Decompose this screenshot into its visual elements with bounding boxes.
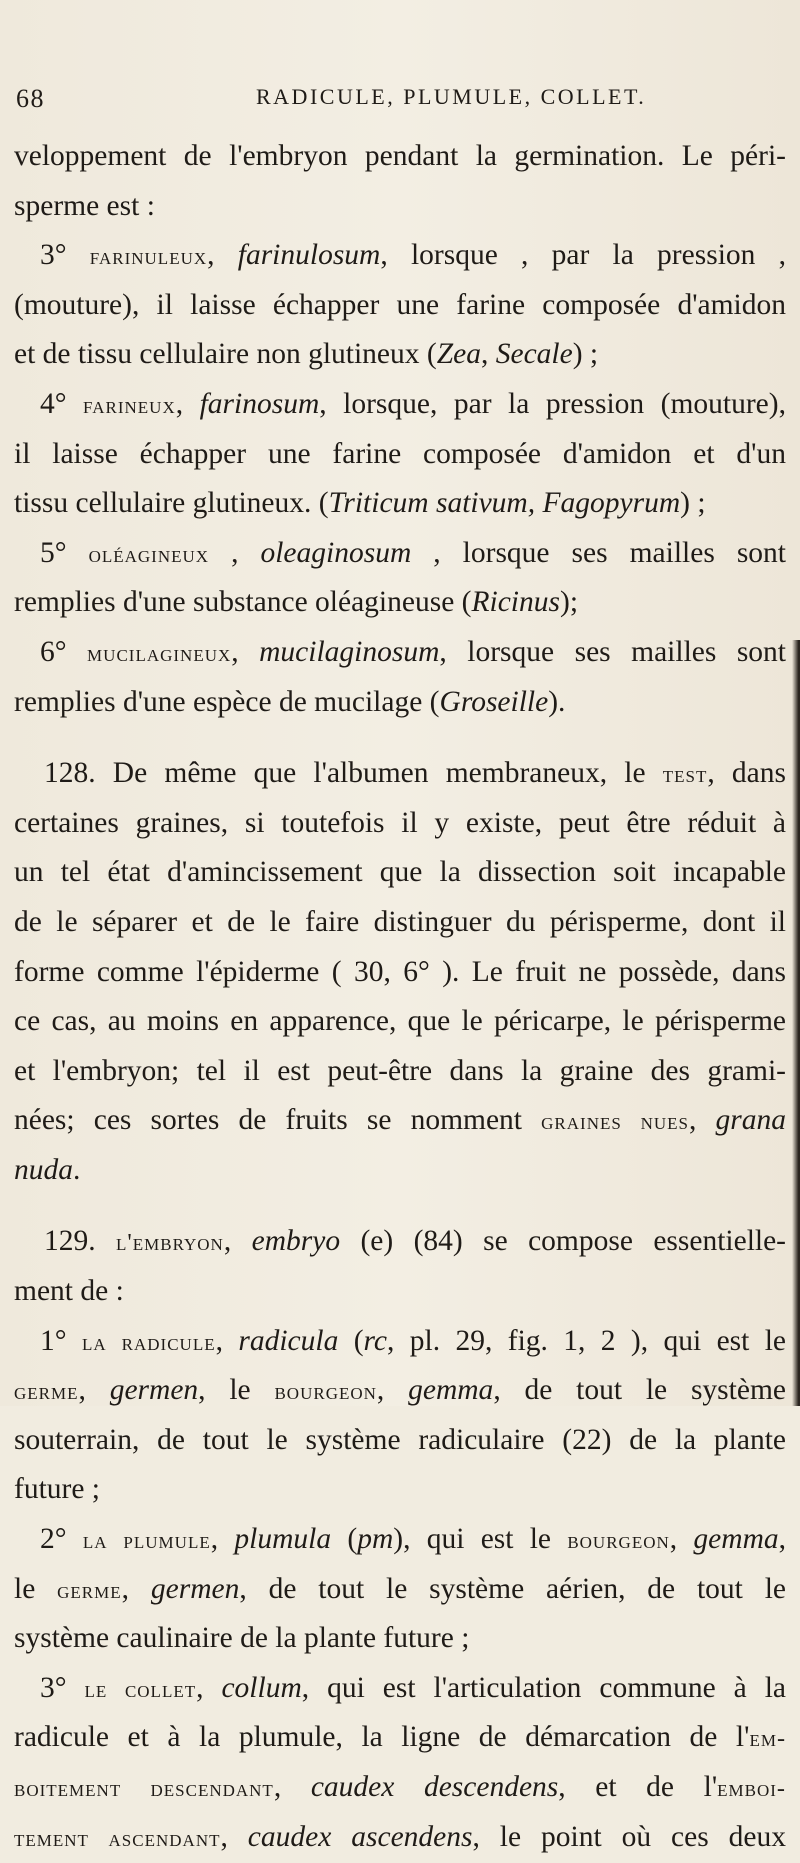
text-line	[14, 848, 786, 898]
text-line	[14, 182, 786, 232]
italic-term: oleaginosum	[260, 536, 412, 569]
text-run: 5°	[40, 536, 89, 569]
text-run: (	[338, 1324, 364, 1357]
text-line	[14, 231, 786, 281]
text-run: tissu cellulaire glutineux. (	[14, 487, 329, 520]
text-run: ment de :	[14, 1275, 124, 1308]
text-run: ) ;	[680, 487, 706, 520]
text-run: et de tissu cellulaire non glutineux (	[14, 338, 437, 371]
text-run: , qui est l'articulation commune à la	[301, 1671, 787, 1704]
text-run: , lorsque ses mailles sont	[439, 635, 786, 668]
text-run: ,	[480, 338, 496, 371]
text-run: il laisse échapper une farine composée d'amidon et d'un	[14, 437, 786, 470]
italic-term: plumula	[234, 1523, 332, 1556]
small-caps-term: l'embryon	[116, 1229, 224, 1257]
text-run: sperme est :	[14, 189, 155, 222]
text-run: , lorsque ses mailles sont	[411, 536, 787, 569]
text-run: );	[560, 586, 579, 619]
text-run: ,	[669, 1523, 694, 1556]
small-caps-term: farinuleux	[89, 243, 208, 271]
running-title: RADICULE, PLUMULE, COLLET.	[256, 84, 647, 109]
text-line	[14, 678, 786, 728]
small-caps-term: germe	[57, 1576, 122, 1604]
italic-term: farinosum	[199, 387, 320, 420]
page-edge-shadow	[792, 640, 800, 1406]
text-line	[14, 997, 786, 1047]
small-caps-term: germe	[14, 1378, 79, 1406]
small-caps-term: test	[662, 761, 708, 789]
text-run: et l'embryon; tel il est peut-être dans la graine des grami-	[14, 1054, 786, 1087]
text-line	[14, 1813, 786, 1863]
text-run: ,	[210, 1523, 235, 1556]
paragraph-gap	[14, 727, 786, 749]
small-caps-term: em-	[749, 1725, 786, 1753]
small-caps-term: le collet	[84, 1675, 197, 1703]
text-run: 3°	[40, 239, 90, 272]
text-line	[14, 1366, 786, 1416]
italic-term: gemma	[408, 1374, 494, 1407]
body-text	[14, 132, 786, 1862]
text-line	[14, 1217, 786, 1267]
page-header	[16, 84, 776, 118]
italic-term: collum	[221, 1671, 302, 1704]
small-caps-term: la radicule	[81, 1328, 216, 1356]
text-run: , de tout le système	[493, 1374, 786, 1407]
text-line	[14, 948, 786, 998]
text-line	[14, 1047, 786, 1097]
text-line	[14, 1565, 786, 1615]
italic-term: Groseille	[439, 685, 549, 718]
small-caps-term: graines nues	[541, 1108, 690, 1136]
small-caps-term: emboi-	[717, 1775, 786, 1802]
text-run: (	[331, 1523, 358, 1556]
text-line	[14, 132, 786, 182]
small-caps-term: farineux	[83, 391, 176, 419]
text-run: le	[14, 1572, 58, 1605]
italic-term: caudex ascendens	[247, 1820, 473, 1853]
text-run: un tel état d'amincissement que la dissection soit incapable	[14, 856, 786, 889]
small-caps-term: bourgeon	[274, 1378, 377, 1406]
text-run: ,	[121, 1572, 151, 1605]
text-run: 3°	[40, 1671, 85, 1704]
text-run: , de tout le système aérien, de tout le	[239, 1572, 787, 1605]
text-run: ce cas, au moins en apparence, que le péricarpe, le périsperme	[14, 1005, 786, 1038]
text-line	[14, 1317, 786, 1367]
italic-term: Zea	[436, 338, 481, 371]
text-run: ,	[78, 1374, 110, 1407]
text-run: souterrain, de tout le système radiculaire (22) de la plante	[14, 1423, 786, 1456]
italic-term: pm	[357, 1523, 394, 1556]
text-run: ,	[223, 1225, 252, 1258]
small-caps-term: boitement descendant	[14, 1775, 274, 1802]
text-run: forme comme l'épiderme ( 30, 6° ). Le fruit ne possède, dans	[14, 955, 786, 988]
italic-term: nuda	[14, 1153, 73, 1186]
text-run: ,	[376, 1374, 409, 1407]
text-run: ,	[689, 1104, 716, 1137]
text-run: certaines graines, si toutefois il y existe, peut être réduit à	[14, 806, 786, 839]
text-run: ,	[175, 387, 200, 420]
page-number: 68	[16, 84, 45, 113]
text-run: future ;	[14, 1473, 101, 1506]
text-run: ,	[207, 239, 238, 272]
text-line	[14, 1515, 786, 1565]
text-line	[14, 749, 786, 799]
italic-term: mucilaginosum	[259, 635, 440, 668]
text-run: ,	[220, 1820, 248, 1853]
text-line	[14, 281, 786, 331]
text-run: , pl. 29, fig. 1, 2 ), qui est le	[387, 1324, 787, 1357]
text-run: , le	[198, 1374, 275, 1407]
text-line	[14, 479, 786, 529]
italic-term: embryo	[251, 1225, 341, 1258]
text-run: ), qui est le	[393, 1523, 568, 1556]
text-run: , le point où ces deux	[472, 1820, 786, 1853]
text-line	[14, 330, 786, 380]
text-run: 128. De même que l'albumen membraneux, le	[44, 757, 663, 790]
text-run: ,	[778, 1523, 786, 1556]
italic-term: farinulosum	[237, 239, 381, 272]
text-line	[14, 628, 786, 678]
text-line	[14, 1096, 786, 1146]
text-run: , dans	[707, 757, 786, 790]
text-run: remplies d'une espèce de mucilage (	[14, 685, 440, 718]
text-line	[14, 898, 786, 948]
text-line	[14, 578, 786, 628]
small-caps-term: mucilagineux	[87, 639, 232, 667]
text-line	[14, 529, 786, 579]
italic-term: Ricinus	[471, 586, 560, 619]
italic-term: germen	[109, 1374, 199, 1407]
text-line	[14, 1664, 786, 1714]
text-run: ,	[231, 635, 260, 668]
text-line	[14, 1763, 786, 1813]
text-run: , lorsque , par la pression ,	[380, 239, 786, 272]
text-run: .	[73, 1153, 81, 1186]
text-line	[14, 1146, 786, 1196]
text-run: (e) (84) se compose essentielle-	[340, 1225, 787, 1258]
text-run: (mouture), il laisse échapper une farine composée d'amidon	[14, 288, 786, 321]
text-run: veloppement de l'embryon pendant la germination. Le péri-	[14, 140, 786, 172]
text-line	[14, 1267, 786, 1317]
italic-term: caudex descendens	[310, 1771, 559, 1803]
text-run: 129.	[44, 1225, 117, 1258]
small-caps-term: oléagineux	[88, 540, 210, 568]
text-line	[14, 1614, 786, 1664]
text-line	[14, 1713, 786, 1763]
text-run: 1°	[40, 1324, 82, 1357]
text-run: remplies d'une substance oléagineuse (	[14, 586, 472, 619]
text-run: radicule et à la plumule, la ligne de démarcation de l'	[14, 1721, 750, 1754]
text-run: 2°	[40, 1523, 83, 1556]
text-run: , et de l'	[558, 1771, 718, 1803]
text-run: ,	[196, 1671, 222, 1704]
text-run: système caulinaire de la plante future ;	[14, 1622, 470, 1655]
text-line	[14, 1416, 786, 1466]
text-line	[14, 380, 786, 430]
text-line	[14, 1465, 786, 1515]
text-run: , lorsque, par la pression (mouture),	[319, 387, 786, 420]
text-run: ,	[209, 536, 261, 569]
text-run: ).	[548, 685, 566, 718]
text-run: 4°	[40, 387, 84, 420]
italic-term: rc	[363, 1324, 388, 1357]
italic-term: Secale	[495, 338, 573, 371]
paragraph-gap	[14, 1195, 786, 1217]
italic-term: gemma	[693, 1523, 779, 1556]
text-run: de le séparer et de le faire distinguer du périsperme, dont il	[14, 905, 786, 938]
text-run: ) ;	[572, 338, 599, 371]
small-caps-term: bourgeon	[567, 1527, 670, 1555]
small-caps-term: la plumule	[82, 1527, 211, 1555]
text-run: nées; ces sortes de fruits se nomment	[14, 1104, 542, 1137]
text-run: 6°	[40, 635, 88, 668]
small-caps-term: tement ascendant	[14, 1824, 221, 1852]
text-line	[14, 430, 786, 480]
text-run: ,	[215, 1324, 239, 1357]
text-line	[14, 799, 786, 849]
italic-term: grana	[715, 1104, 787, 1137]
italic-term: Triticum sativum, Fagopyrum	[328, 487, 681, 520]
text-run: ,	[273, 1771, 311, 1803]
italic-term: germen	[150, 1572, 240, 1605]
italic-term: radicula	[238, 1324, 339, 1357]
